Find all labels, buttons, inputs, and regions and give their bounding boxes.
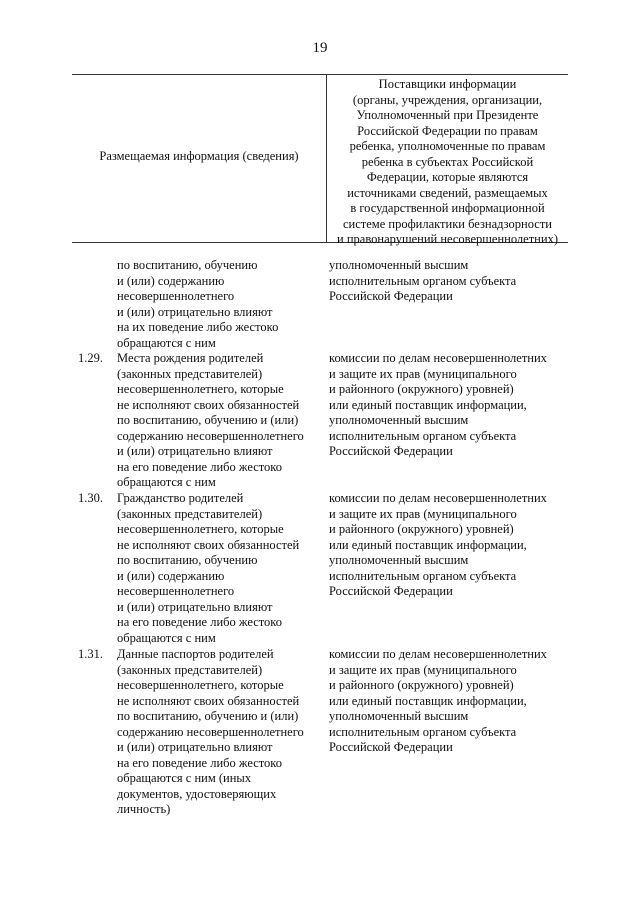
header-line: Федерации, которые являются xyxy=(366,170,529,184)
text-line: исполнительным органом субъекта xyxy=(329,428,517,443)
text-line: и районного (окружного) уровней) xyxy=(329,522,514,536)
text-line: и районного (окружного) уровней) xyxy=(329,382,514,396)
text-line: и районного (окружного) уровней) xyxy=(329,678,514,692)
text-line: комиссии по делам несовершеннолетних xyxy=(329,351,547,365)
text-line: и (или) отрицательно влияют xyxy=(117,304,273,319)
text-line: несовершеннолетнего xyxy=(117,289,235,303)
text-line: и (или) отрицательно влияют xyxy=(117,444,273,458)
text-line: исполнительным органом субъекта xyxy=(329,724,517,739)
text-line: документов, удостоверяющих xyxy=(117,786,277,801)
text-line: и защите их прав (муниципального xyxy=(329,366,517,381)
text-line: и защите их прав (муниципального xyxy=(329,662,517,677)
header-line: Российской Федерации по правам xyxy=(357,123,538,138)
text-line: обращаются с ним (иных xyxy=(117,771,252,785)
text-line: или единый поставщик информации, xyxy=(329,693,527,708)
text-line: и защите их прав (муниципального xyxy=(329,506,517,521)
text-line: и (или) содержанию xyxy=(117,568,225,583)
row-information-text xyxy=(117,258,322,351)
row-provider-text xyxy=(329,351,568,460)
row-number: 1.31. xyxy=(78,647,103,661)
text-line: по воспитанию, обучению xyxy=(117,553,258,567)
row-number: 1.30. xyxy=(78,491,103,505)
row-information-text xyxy=(117,647,322,818)
column-header-information: Размещаемая информация (сведения) xyxy=(99,149,299,163)
text-line: комиссии по делам несовершеннолетних xyxy=(329,491,547,505)
text-line: по воспитанию, обучению и (или) xyxy=(117,413,299,427)
text-line: или единый поставщик информации, xyxy=(329,537,527,552)
header-line: Уполномоченный при Президенте xyxy=(356,108,539,122)
text-line: Российской Федерации xyxy=(329,444,453,458)
text-line: и (или) отрицательно влияют xyxy=(117,599,273,614)
text-line: на его поведение либо жестоко xyxy=(117,615,282,629)
text-line: несовершеннолетнего, которые xyxy=(117,522,284,536)
text-line: не исполняют своих обязанностей xyxy=(117,693,300,708)
header-line: ребенка, уполномоченные по правам xyxy=(349,139,546,153)
row-number: 1.29. xyxy=(78,351,103,365)
text-line: на его поведение либо жестоко xyxy=(117,755,282,770)
text-line: и (или) отрицательно влияют xyxy=(117,740,273,754)
header-line: системе профилактики безнадзорности xyxy=(343,216,552,231)
header-line: Поставщики информации xyxy=(378,77,517,91)
text-line: (законных представителей) xyxy=(117,506,263,521)
column-header-providers xyxy=(327,77,568,248)
text-line: содержанию несовершеннолетнего xyxy=(117,428,304,443)
text-line: или единый поставщик информации, xyxy=(329,397,527,412)
header-line: (органы, учреждения, организации, xyxy=(352,92,543,107)
text-line: личность) xyxy=(117,802,171,816)
text-line: обращаются с ним xyxy=(117,475,216,489)
text-line: по воспитанию, обучению и (или) xyxy=(117,709,299,723)
text-line: Места рождения родителей xyxy=(117,351,264,365)
text-line: уполномоченный высшим xyxy=(329,553,469,567)
header-line: ребенка в субъектах Российской xyxy=(361,154,534,169)
text-line: уполномоченный высшим xyxy=(329,413,469,427)
text-line: на их поведение либо жестоко xyxy=(117,320,279,334)
text-line: уполномоченный высшим xyxy=(329,709,469,723)
text-line: не исполняют своих обязанностей xyxy=(117,397,300,412)
text-line: несовершеннолетнего xyxy=(117,584,235,598)
text-line: несовершеннолетнего, которые xyxy=(117,678,284,692)
text-line: (законных представителей) xyxy=(117,366,263,381)
text-line: (законных представителей) xyxy=(117,662,263,677)
header-line: источниками сведений, размещаемых xyxy=(347,185,548,200)
header-line: в государственной информационной xyxy=(350,201,545,215)
text-line: исполнительным органом субъекта xyxy=(329,568,517,583)
table-header-top-rule xyxy=(72,74,568,75)
row-provider-text xyxy=(329,258,568,305)
text-line: Российской Федерации xyxy=(329,584,453,598)
text-line: уполномоченный высшим xyxy=(329,258,469,272)
text-line: Российской Федерации xyxy=(329,289,453,303)
text-line: Данные паспортов родителей xyxy=(117,647,274,661)
text-line: несовершеннолетнего, которые xyxy=(117,382,284,396)
text-line: обращаются с ним xyxy=(117,335,216,350)
text-line: Гражданство родителей xyxy=(117,491,244,505)
text-line: обращаются с ним xyxy=(117,630,216,645)
text-line: не исполняют своих обязанностей xyxy=(117,537,300,552)
header-line: и правонарушений несовершеннолетних) xyxy=(337,232,558,246)
page-number: 19 xyxy=(312,40,328,56)
text-line: Российской Федерации xyxy=(329,740,453,754)
row-provider-text xyxy=(329,491,568,600)
text-line: на его поведение либо жестоко xyxy=(117,459,282,474)
text-line: и (или) содержанию xyxy=(117,273,225,288)
text-line: содержанию несовершеннолетнего xyxy=(117,724,304,739)
row-provider-text xyxy=(329,647,568,756)
text-line: по воспитанию, обучению xyxy=(117,258,258,272)
row-information-text xyxy=(117,351,322,491)
text-line: комиссии по делам несовершеннолетних xyxy=(329,647,547,661)
text-line: исполнительным органом субъекта xyxy=(329,273,517,288)
row-information-text xyxy=(117,491,322,646)
